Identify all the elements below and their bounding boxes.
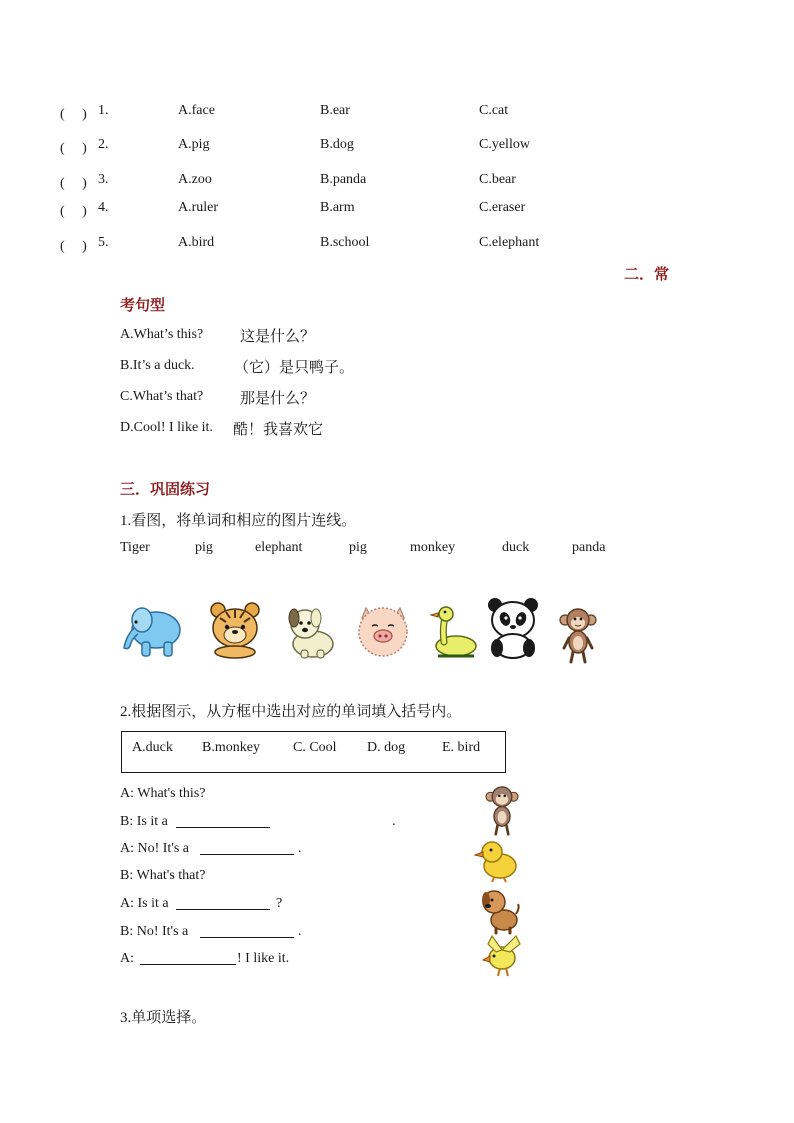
- dialogue-line: A: No! It's a: [120, 841, 190, 856]
- dialogue-end: ?: [276, 896, 283, 911]
- sentence-zh: 这是什么？: [240, 329, 316, 345]
- dialogue-end: .: [298, 841, 302, 856]
- q1-instruction: 1.看图，将单词和相应的图片连线。: [120, 513, 357, 529]
- option-b: B.ear: [320, 103, 350, 118]
- panda-picture[interactable]: [486, 596, 540, 660]
- match-word[interactable]: monkey: [410, 540, 456, 555]
- match-word[interactable]: duck: [502, 540, 530, 555]
- sentence-en: A.What’s this?: [120, 327, 204, 342]
- answer-paren[interactable]: ( ): [60, 239, 87, 254]
- sentence-zh: 那是什么？: [240, 391, 316, 407]
- tiger-picture[interactable]: [206, 600, 264, 660]
- answer-paren[interactable]: ( ): [60, 107, 87, 122]
- duck-picture[interactable]: [430, 604, 478, 660]
- answer-blank[interactable]: [140, 950, 236, 965]
- question-number: 5.: [98, 235, 109, 250]
- option-b: B.arm: [320, 200, 355, 215]
- monkey-picture[interactable]: [558, 608, 598, 664]
- dialogue-line: A: Is it a: [120, 896, 169, 911]
- sentence-en: C.What’s that?: [120, 389, 204, 404]
- answer-paren[interactable]: ( ): [60, 176, 87, 191]
- match-word[interactable]: elephant: [255, 540, 303, 555]
- question-number: 3.: [98, 172, 109, 187]
- section-heading-part1: 二．常: [624, 267, 670, 283]
- option-c: C.bear: [479, 172, 516, 187]
- pig-picture[interactable]: [354, 600, 412, 660]
- answer-paren[interactable]: ( ): [60, 204, 87, 219]
- answer-paren[interactable]: ( ): [60, 141, 87, 156]
- section-heading-part2: 考句型: [120, 298, 166, 314]
- sentence-en: B.It’s a duck.: [120, 358, 195, 373]
- option-a: A.pig: [178, 137, 210, 152]
- question-number: 4.: [98, 200, 109, 215]
- dialogue-line: A:: [120, 951, 134, 966]
- word-bank-option: C. Cool: [293, 740, 337, 755]
- sentence-en: D.Cool! I like it.: [120, 420, 213, 435]
- monkey-picture: [484, 786, 520, 836]
- option-c: C.eraser: [479, 200, 526, 215]
- bird-picture: [480, 934, 526, 978]
- option-b: B.dog: [320, 137, 354, 152]
- option-c: C.yellow: [479, 137, 530, 152]
- question-number: 1.: [98, 103, 109, 118]
- option-a: A.ruler: [178, 200, 219, 215]
- answer-blank[interactable]: [200, 840, 294, 855]
- dog-picture: [478, 886, 520, 934]
- option-a: A.bird: [178, 235, 215, 250]
- match-word[interactable]: Tiger: [120, 540, 150, 555]
- answer-blank[interactable]: [176, 895, 270, 910]
- q3-instruction: 3.单项选择。: [120, 1010, 207, 1026]
- sentence-zh: 酷！我喜欢它: [233, 422, 324, 438]
- option-a: A.face: [178, 103, 215, 118]
- match-word[interactable]: panda: [572, 540, 606, 555]
- match-word[interactable]: pig: [195, 540, 213, 555]
- word-bank-option: E. bird: [442, 740, 481, 755]
- option-a: A.zoo: [178, 172, 212, 187]
- dialogue-line: B: Is it a: [120, 814, 168, 829]
- answer-blank[interactable]: [176, 813, 270, 828]
- answer-blank[interactable]: [200, 923, 294, 938]
- q2-instruction: 2.根据图示，从方框中选出对应的单词填入括号内。: [120, 704, 462, 720]
- dialogue-line: A: What's this?: [120, 786, 206, 801]
- question-number: 2.: [98, 137, 109, 152]
- word-bank-option: B.monkey: [202, 740, 260, 755]
- option-c: C.cat: [479, 103, 509, 118]
- match-word[interactable]: pig: [349, 540, 367, 555]
- dialogue-line: B: No! It's a: [120, 924, 189, 939]
- section-heading: 三．巩固练习: [120, 482, 211, 498]
- dialogue-end: .: [298, 924, 302, 939]
- option-b: B.school: [320, 235, 370, 250]
- dialogue-end: .: [392, 814, 396, 829]
- duck-picture: [474, 838, 520, 882]
- dialogue-line: B: What's that?: [120, 868, 206, 883]
- dog-picture[interactable]: [283, 604, 339, 660]
- elephant-picture[interactable]: [120, 600, 186, 660]
- word-bank-option: A.duck: [132, 740, 173, 755]
- dialogue-end: ! I like it.: [237, 951, 290, 966]
- sentence-zh: （它）是只鸭子。: [234, 360, 355, 376]
- word-bank-option: D. dog: [367, 740, 406, 755]
- option-c: C.elephant: [479, 235, 540, 250]
- option-b: B.panda: [320, 172, 367, 187]
